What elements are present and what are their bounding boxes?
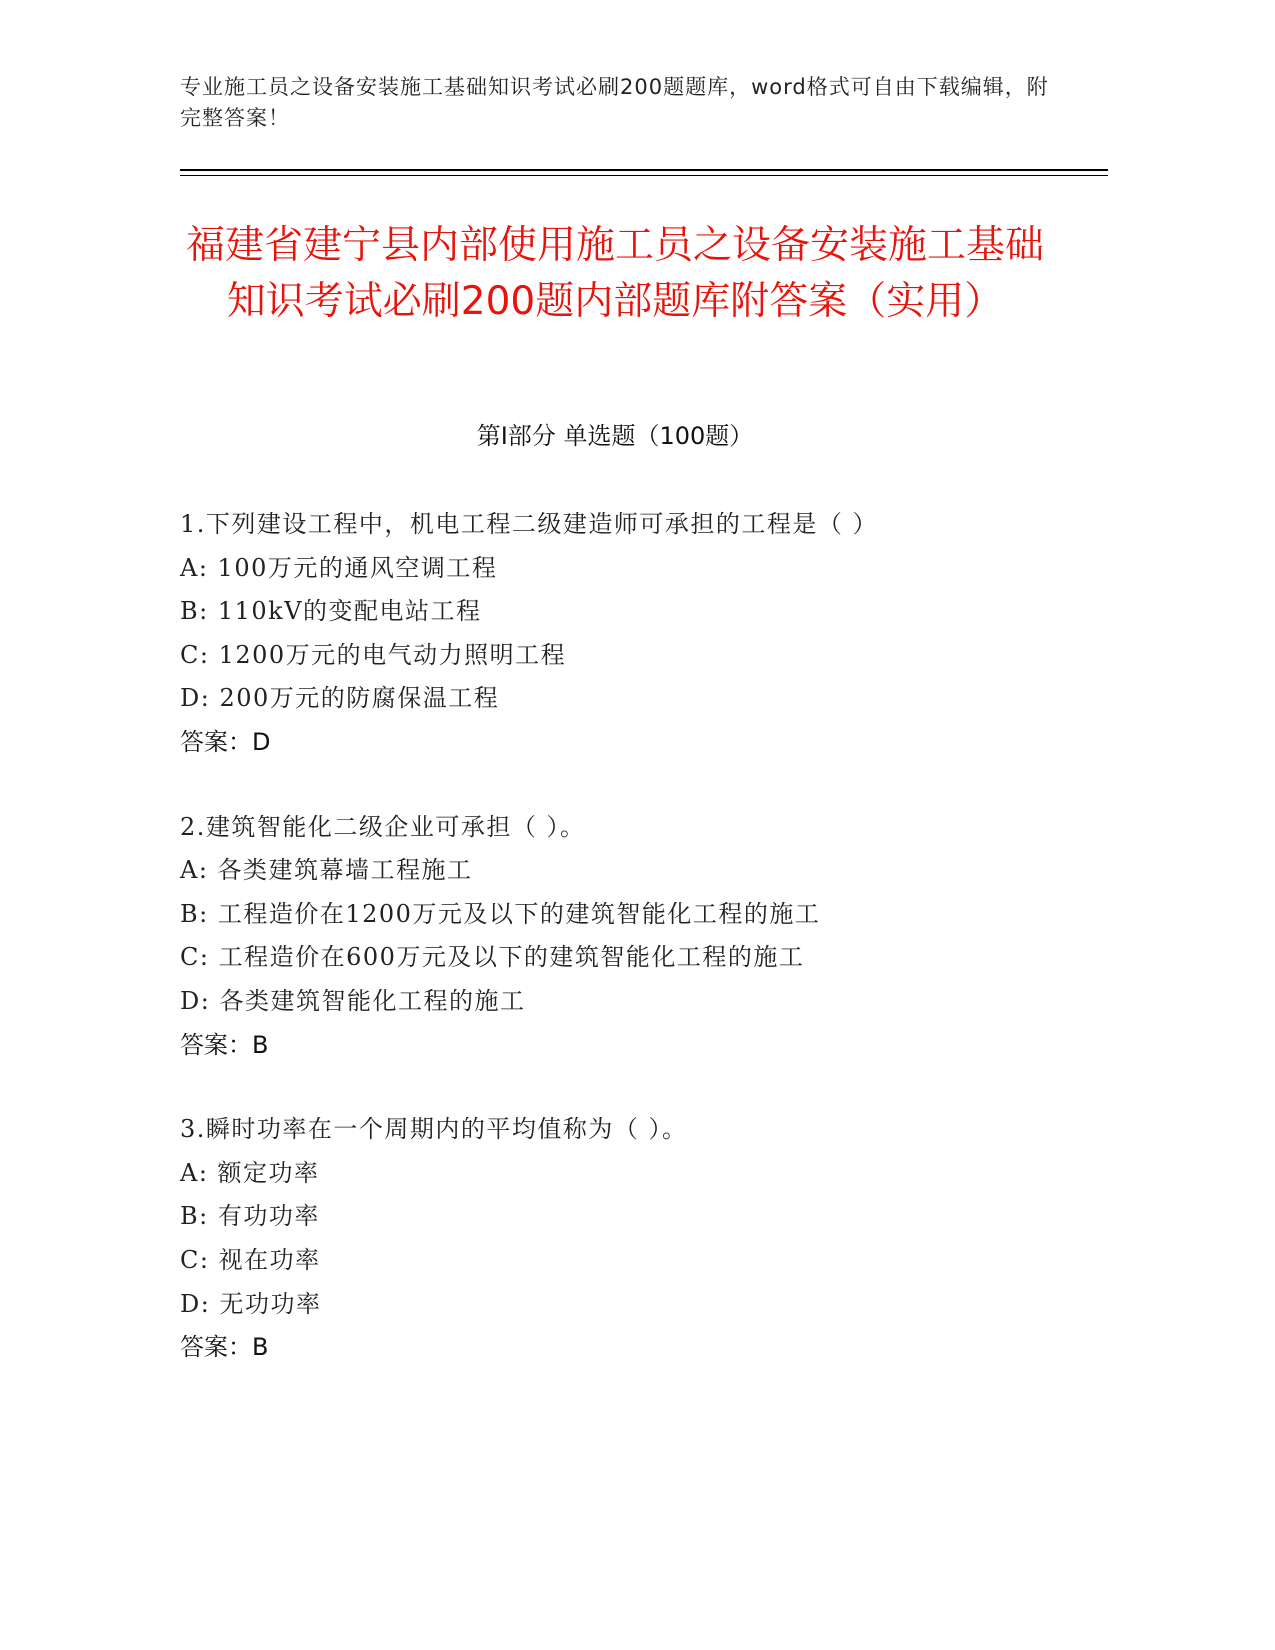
question-stem: 1.下列建设工程中，机电工程二级建造师可承担的工程是（ ） (180, 510, 879, 538)
option-d: D: 200万元的防腐保温工程 (180, 684, 500, 713)
header-rule-thick (180, 169, 1108, 171)
question-stem: 2.建筑智能化二级企业可承担（ ）。 (180, 812, 586, 841)
question-3 (180, 1108, 1080, 1370)
section-title: 第I部分 单选题（100题） (476, 422, 754, 450)
answer: 答案：D (180, 727, 271, 756)
question-list (180, 503, 1080, 1411)
question-stem: 3.瞬时功率在一个周期内的平均值称为（ ）。 (180, 1115, 688, 1144)
answer: 答案：B (180, 1030, 269, 1059)
option-a: A: 各类建筑幕墙工程施工 (180, 856, 473, 885)
option-d: D: 无功功率 (180, 1289, 322, 1318)
option-c: C: 1200万元的电气动力照明工程 (180, 640, 567, 669)
document-title: 福建省建宁县内部使用施工员之设备安装施工基础知识考试必刷200题内部题库附答案（实用） (185, 223, 1044, 324)
option-c: C: 工程造价在600万元及以下的建筑智能化工程的施工 (180, 943, 805, 972)
question-1 (180, 503, 1080, 765)
option-b: B: 110kV的变配电站工程 (180, 597, 482, 626)
header-rule-thin (180, 175, 1108, 176)
header-note: 专业施工员之设备安装施工基础知识考试必刷200题题库，word格式可自由下载编辑，附完整答案！ (180, 75, 1049, 130)
option-d: D: 各类建筑智能化工程的施工 (180, 986, 526, 1015)
question-2 (180, 806, 1080, 1068)
option-b: B: 有功功率 (180, 1202, 320, 1231)
option-c: C: 视在功率 (180, 1245, 321, 1274)
option-a: A: 100万元的通风空调工程 (180, 553, 498, 582)
option-b: B: 工程造价在1200万元及以下的建筑智能化工程的施工 (180, 899, 821, 928)
answer: 答案：B (180, 1333, 269, 1362)
option-a: A: 额定功率 (180, 1158, 320, 1187)
